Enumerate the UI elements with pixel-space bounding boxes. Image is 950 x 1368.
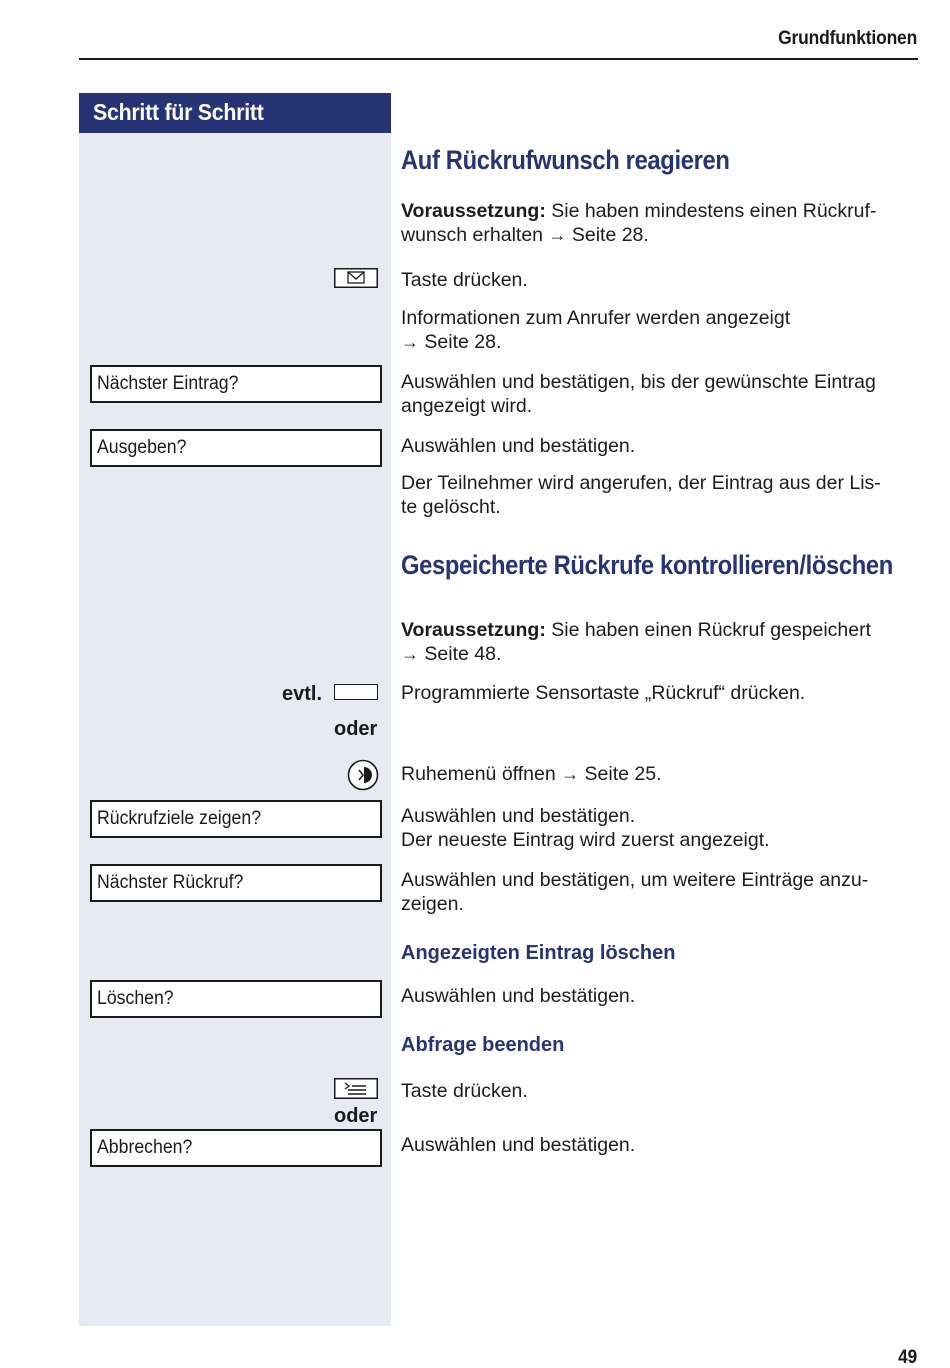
step-text: Auswählen und bestätigen, um weitere Einträge anzu- zeigen. — [401, 869, 869, 915]
step-text: Auswählen und bestätigen. — [401, 435, 636, 457]
step-text: Taste drücken. — [401, 269, 528, 291]
page-number: 49 — [897, 1347, 917, 1368]
prerequisite-text: Voraussetzung: Sie haben mindestens einen Rückruf- wunsch erhalten → Seite 28. — [401, 200, 877, 246]
arrow-icon: → — [401, 644, 419, 664]
step-by-step-header — [79, 93, 391, 133]
prerequisite-label: Voraussetzung: — [401, 200, 546, 222]
step-text: Auswählen und bestätigen. — [401, 1134, 636, 1156]
step-by-step-title: Schritt für Schritt — [93, 99, 264, 125]
info-text: Informationen zum Anrufer werden angezeigt → Seite 28. — [401, 307, 791, 353]
page-reference: Seite 48. — [424, 643, 502, 665]
step-text: Auswählen und bestätigen. Der neueste Eintrag wird zuerst angezeigt. — [401, 805, 770, 851]
oder-label: oder — [334, 718, 378, 740]
step-text: Programmierte Sensortaste „Rückruf“ drücken. — [401, 682, 806, 704]
menu-key-icon — [334, 1078, 378, 1099]
display-option-show-callback-targets[interactable]: Rückrufziele zeigen? — [90, 800, 382, 838]
section-heading-stored-callbacks: Gespeicherte Rückrufe kontrollieren/löschen — [401, 550, 893, 580]
step-text: Auswählen und bestätigen, bis der gewünschte Eintrag angezeigt wird. — [401, 371, 876, 417]
result-text: Der Teilnehmer wird angerufen, der Eintrag aus der Lis- te gelöscht. — [401, 472, 881, 518]
page-reference: Seite 28. — [424, 331, 502, 353]
arrow-icon: → — [561, 764, 580, 784]
sensor-key-icon — [334, 684, 378, 700]
prerequisite-label: Voraussetzung: — [401, 619, 546, 641]
prerequisite-text: Voraussetzung: Sie haben einen Rückruf gespeichert → Seite 48. — [401, 619, 872, 665]
arrow-icon: → — [401, 332, 419, 352]
page-reference: Seite 28. — [571, 224, 649, 246]
navigator-dial-icon — [347, 759, 379, 791]
display-option-cancel[interactable]: Abbrechen? — [90, 1129, 382, 1167]
display-option-output[interactable]: Ausgeben? — [90, 429, 382, 467]
step-text: Taste drücken. — [401, 1080, 528, 1102]
subheading-end-query: Abfrage beenden — [401, 1034, 565, 1056]
display-option-delete[interactable]: Löschen? — [90, 980, 382, 1018]
display-option-next-entry[interactable]: Nächster Eintrag? — [90, 365, 382, 403]
arrow-icon: → — [548, 225, 567, 245]
step-text: Ruhemenü öffnen → Seite 25. — [401, 763, 662, 785]
header-rule — [79, 58, 918, 60]
running-header: Grundfunktionen — [777, 28, 917, 49]
page-reference: Seite 25. — [584, 763, 662, 785]
display-option-next-callback[interactable]: Nächster Rückruf? — [90, 864, 382, 902]
envelope-key-icon — [334, 268, 378, 288]
evtl-label: evtl. — [282, 683, 323, 705]
oder-label: oder — [334, 1105, 378, 1127]
subheading-delete-entry: Angezeigten Eintrag löschen — [401, 942, 676, 964]
section-heading-callback-respond: Auf Rückrufwunsch reagieren — [401, 145, 730, 175]
step-text: Auswählen und bestätigen. — [401, 985, 636, 1007]
